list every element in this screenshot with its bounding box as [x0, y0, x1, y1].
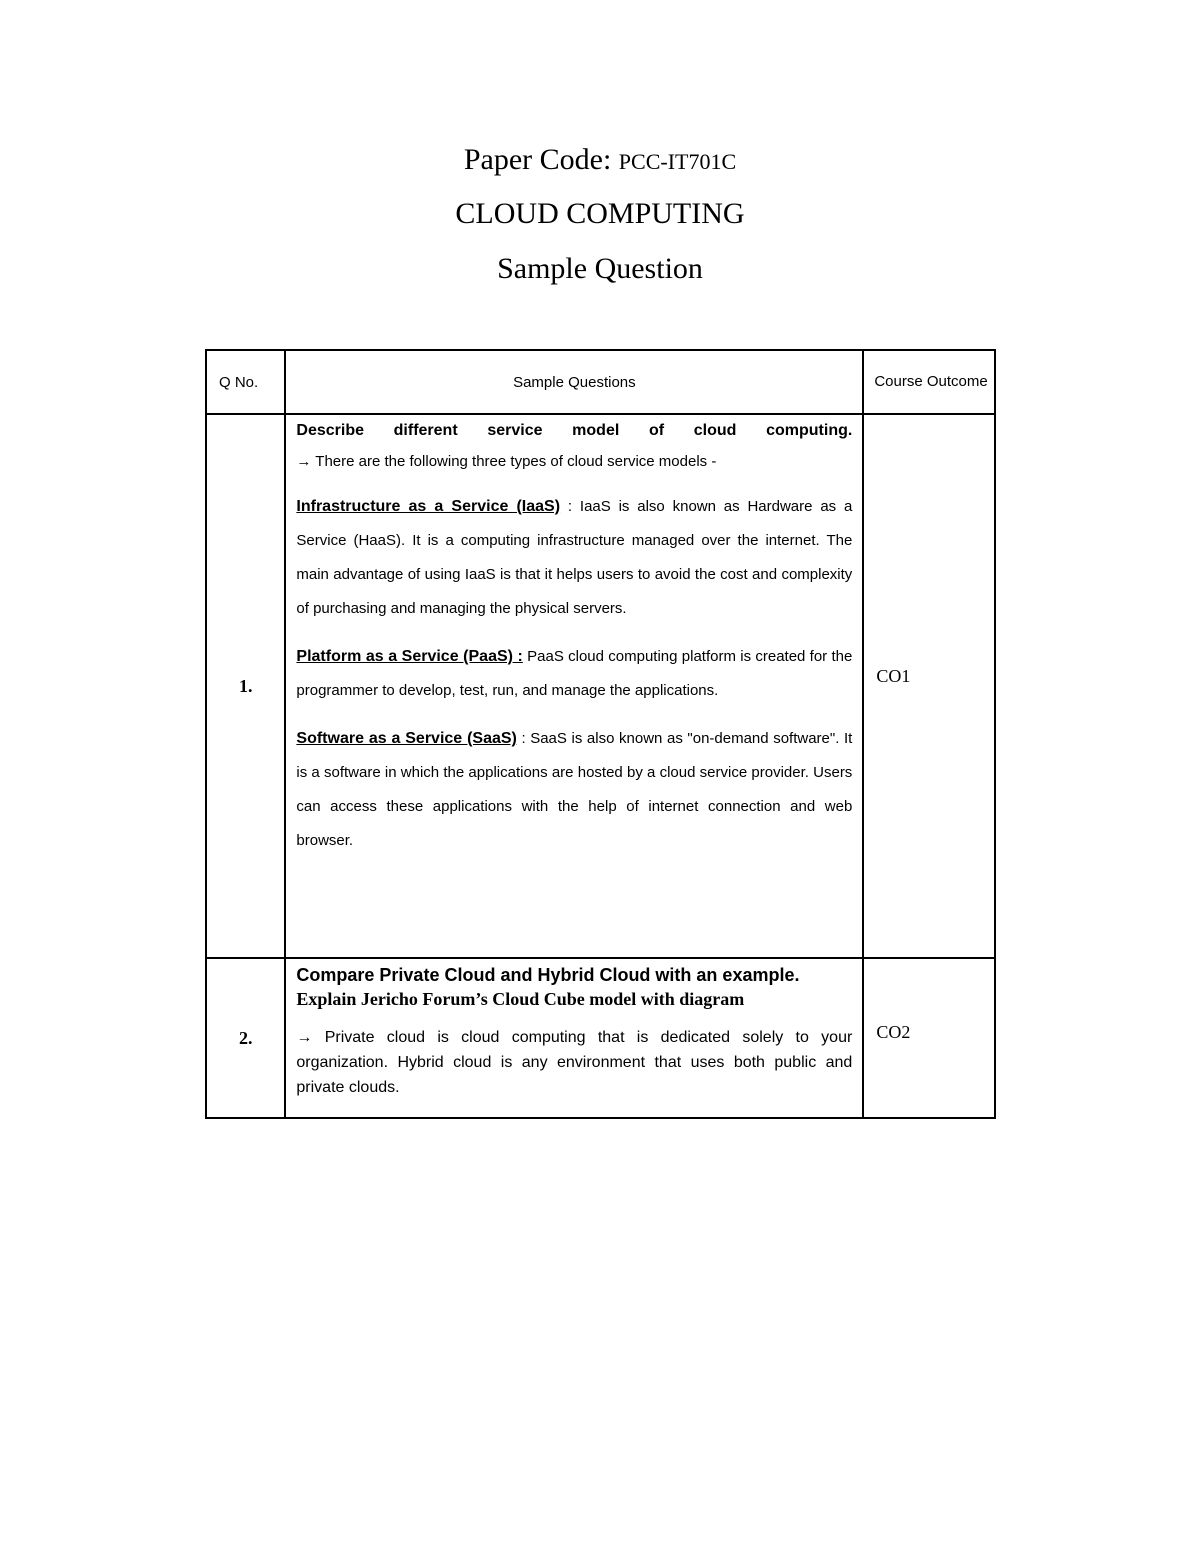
course-outcome: CO2 — [863, 958, 995, 1118]
answer-item-saas — [296, 722, 852, 858]
arrow-right-icon: → — [296, 453, 312, 470]
question-cell — [285, 414, 863, 958]
course-outcome: CO1 — [863, 414, 995, 958]
question-number: 2. — [206, 958, 285, 1118]
header-outcome: Course Outcome — [863, 350, 995, 414]
header-qno: Q No. — [206, 350, 285, 414]
answer-item-text: : IaaS is also known as Hardware as a Service (HaaS). It is a computing infrastructure managed over the internet. The main advantage of using IaaS is that it helps users to avoid the cost and complexity of purchasing and managing the physical servers. — [296, 498, 853, 617]
answer-item-text: PaaS cloud computing platform is created for the programmer to develop, test, run, and manage the applications. — [296, 648, 853, 699]
answer-item-text: : SaaS is also known as "on-demand software". It is a software in which the applications are hosted by a cloud service provider. Users can access these applications with the help of internet connection and web browser. — [296, 730, 853, 849]
answer-intro — [296, 451, 852, 473]
answer-item-paas — [296, 640, 852, 708]
question-line-2: Explain Jericho Forum’s Cloud Cube model with diagram — [296, 989, 745, 1009]
answer-text — [296, 1025, 852, 1100]
answer-item-label: Infrastructure as a Service (IaaS) — [296, 498, 561, 515]
paper-code-label: Paper Code: — [463, 143, 612, 176]
question-number: 1. — [206, 414, 285, 958]
answer-item-label: Platform as a Service (PaaS) : — [296, 648, 523, 665]
answer-item-iaas — [296, 490, 852, 626]
table-header-row — [206, 350, 995, 414]
question-text: Describe different service model of cloud computing. — [296, 422, 853, 439]
header-questions: Sample Questions — [285, 350, 863, 414]
answer-intro-text: There are the following three types of cloud service models - — [315, 453, 717, 470]
questions-table — [205, 349, 996, 1119]
paper-code-heading — [0, 145, 1200, 175]
question-cell — [285, 958, 863, 1118]
table-row — [206, 414, 995, 958]
question-line-1: Compare Private Cloud and Hybrid Cloud with an example. — [296, 965, 800, 985]
answer-body: Private cloud is cloud computing that is dedicated solely to your organization. Hybrid cloud is any environment that uses both public and private clouds. — [296, 1029, 853, 1096]
subject-title: CLOUD COMPUTING — [455, 197, 745, 230]
question-text — [296, 963, 852, 1011]
answer-item-label: Software as a Service (SaaS) — [296, 730, 517, 747]
document-subtitle: Sample Question — [497, 252, 703, 285]
table-row — [206, 958, 995, 1118]
arrow-right-icon: → — [296, 1029, 313, 1046]
paper-code-value: PCC-IT701C — [618, 149, 737, 174]
